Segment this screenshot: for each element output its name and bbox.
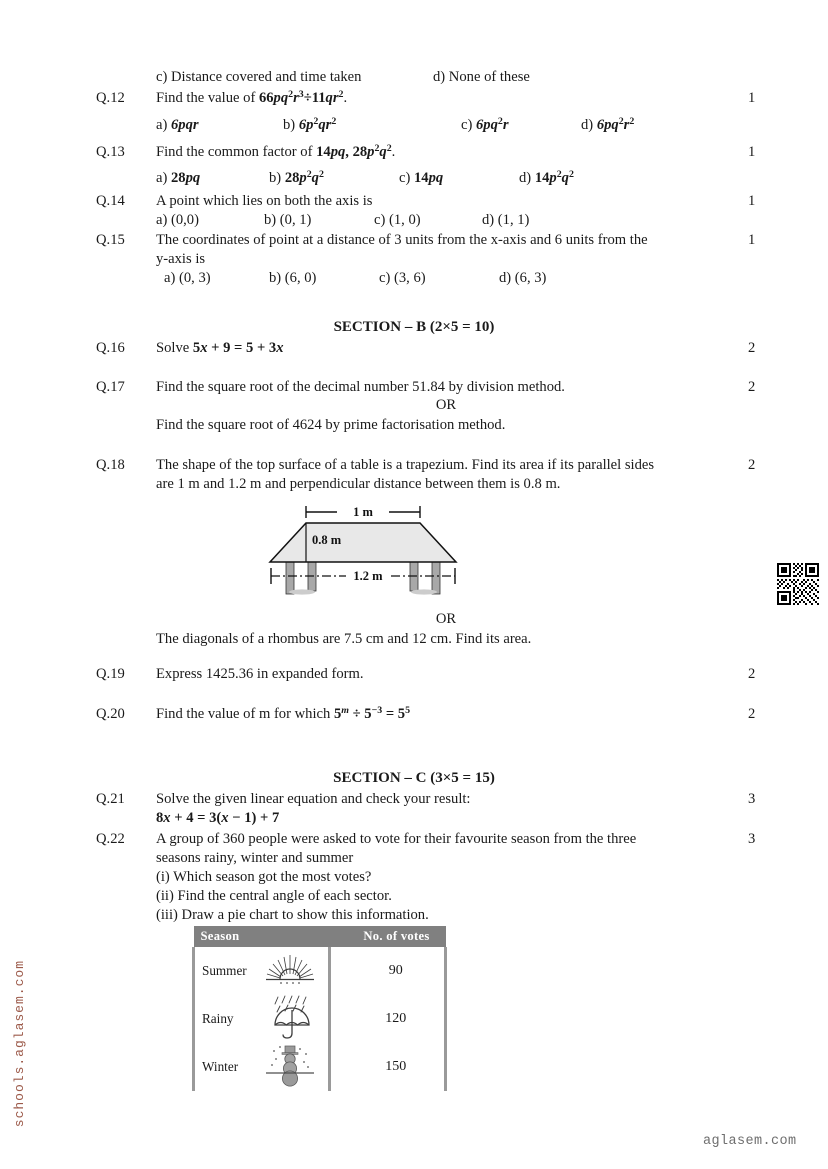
option-c: c) Distance covered and time taken <box>156 69 362 85</box>
question-number: Q.17 <box>96 379 125 395</box>
season-votes-table <box>192 926 447 1091</box>
marks-value: 2 <box>748 457 756 473</box>
question-stem: Express 1425.36 in expanded form. <box>156 666 364 682</box>
snowman-icon <box>264 1043 316 1091</box>
cell-season-rainy <box>194 995 330 1043</box>
option-c: c) $6pq^2r$ <box>461 115 509 133</box>
sub-question-iii: (iii) Draw a pie chart to show this information. <box>156 907 429 923</box>
option-a: a) 6pqr <box>156 117 199 133</box>
marks-value: 1 <box>748 232 756 248</box>
alt-stem: Find the square root of 4624 by prime factorisation method. <box>156 417 506 433</box>
bottom-dimension-label: 1.2 m <box>353 569 383 583</box>
question-stem <box>156 231 736 269</box>
marks-value: 3 <box>748 831 756 847</box>
stem-text: Find the common factor of <box>156 144 317 160</box>
question-stem <box>156 456 736 494</box>
marks-value: 1 <box>748 90 756 106</box>
question-number: Q.20 <box>96 706 125 722</box>
table-row <box>194 995 446 1043</box>
option-c: c) (3, 6) <box>379 270 426 286</box>
option-b: b) $28p^2q^2$ <box>269 168 324 186</box>
expression: $66pq^2r^3\div 11qr^2$ <box>258 88 344 106</box>
option-a: a) (0, 3) <box>164 270 211 286</box>
table-row <box>194 947 446 995</box>
option-b: b) (0, 1) <box>264 212 312 228</box>
cell-season-winter <box>194 1043 330 1091</box>
question-stem <box>156 790 736 828</box>
height-dimension-label: 0.8 m <box>312 533 342 547</box>
question-stem: Find the value of m for which $5^m \div 5^{-3} = 5^5$ <box>156 704 411 722</box>
question-stem: A point which lies on both the axis is <box>156 193 373 209</box>
umbrella-icon <box>268 995 316 1043</box>
marks-value: 1 <box>748 193 756 209</box>
question-stem: Find the common factor of 14pq, $28p^2q^2$. <box>156 142 396 160</box>
stem-line-1: The coordinates of point at a distance of 3 units from the x-axis and 6 units from the <box>156 232 648 248</box>
column-header-season: Season <box>194 926 330 947</box>
option-c: c) 14pq <box>399 170 444 186</box>
option-d: d) (6, 3) <box>499 270 547 286</box>
table-row <box>194 1043 446 1091</box>
stem-line-1: The shape of the top surface of a table is a trapezium. Find its area if its parallel sides <box>156 457 655 473</box>
section-c-heading: SECTION – C (3×5 = 15) <box>333 770 495 786</box>
alt-stem: The diagonals of a rhombus are 7.5 cm and 12 cm. Find its area. <box>156 631 532 647</box>
footer-watermark: aglasem.com <box>703 1134 797 1149</box>
stem-text: Solve <box>156 340 193 356</box>
question-number: Q.22 <box>96 831 125 847</box>
marks-value: 1 <box>748 144 756 160</box>
season-name: Summer <box>202 963 247 978</box>
trapezium-table-figure <box>258 497 486 597</box>
marks-value: 2 <box>748 666 756 682</box>
sub-question-i: (i) Which season got the most votes? <box>156 869 372 885</box>
option-d: d) $6pq^2r^2$ <box>581 115 635 133</box>
section-b-heading: SECTION – B (2×5 = 10) <box>333 319 495 335</box>
question-stem: Find the value of $66pq^2r^3\div 11qr^2$. <box>156 88 348 106</box>
option-a: a) (0,0) <box>156 212 199 228</box>
equation: 8x + 4 = 3(x − 1) + 7 <box>156 810 280 826</box>
question-number: Q.15 <box>96 232 125 248</box>
marks-value: 3 <box>748 791 756 807</box>
cell-votes-rainy: 120 <box>348 995 446 1043</box>
question-number: Q.21 <box>96 791 125 807</box>
cell-votes-winter: 150 <box>348 1043 446 1091</box>
qr-code-svg <box>777 563 819 605</box>
question-number: Q.16 <box>96 340 125 356</box>
option-b: b) (6, 0) <box>269 270 317 286</box>
table-header-row <box>194 926 446 947</box>
marks-value: 2 <box>748 706 756 722</box>
sub-question-ii: (ii) Find the central angle of each sector. <box>156 888 392 904</box>
side-watermark: schools.aglasem.com <box>12 960 27 1128</box>
season-name: Winter <box>202 1059 239 1074</box>
question-number: Q.18 <box>96 457 125 473</box>
question-stem: Solve 5x + 9 = 5 + 3x <box>156 340 284 356</box>
q17-or-separator: OR <box>435 397 457 413</box>
option-c: c) (1, 0) <box>374 212 421 228</box>
marks-value: 2 <box>748 340 756 356</box>
season-name: Rainy <box>202 1011 234 1026</box>
top-dimension-label: 1 m <box>353 505 373 519</box>
question-number: Q.19 <box>96 666 125 682</box>
stem-line-2: y-axis is <box>156 251 206 267</box>
question-number: Q.12 <box>96 90 125 106</box>
stem-text: Find the value of m for which <box>156 706 334 722</box>
question-number: Q.14 <box>96 193 125 209</box>
question-stem: Find the square root of the decimal number 51.84 by division method. <box>156 379 565 395</box>
option-d: d) (1, 1) <box>482 212 530 228</box>
stem-line-2: are 1 m and 1.2 m and perpendicular distance between them is 0.8 m. <box>156 476 561 492</box>
trapezium-diagram-svg <box>258 497 486 597</box>
header-gap <box>330 926 348 947</box>
q18-or-separator: OR <box>435 611 457 627</box>
sun-icon <box>264 954 316 988</box>
cell-season-summer <box>194 947 330 995</box>
option-d: d) $14p^2q^2$ <box>519 168 574 186</box>
stem-text: Find the value of <box>156 90 259 106</box>
qr-code[interactable] <box>777 563 819 605</box>
stem-line-2: seasons rainy, winter and summer <box>156 850 354 866</box>
question-number: Q.13 <box>96 144 125 160</box>
option-b: b) $6p^2qr^2$ <box>283 115 337 133</box>
option-d: d) None of these <box>433 69 530 85</box>
cell-votes-summer: 90 <box>348 947 446 995</box>
option-a: a) 28pq <box>156 170 201 186</box>
stem-line-1: A group of 360 people were asked to vote for their favourite season from the three <box>156 831 637 847</box>
column-header-votes: No. of votes <box>348 926 446 947</box>
stem-text: Solve the given linear equation and check your result: <box>156 791 471 807</box>
question-stem <box>156 830 736 925</box>
marks-value: 2 <box>748 379 756 395</box>
